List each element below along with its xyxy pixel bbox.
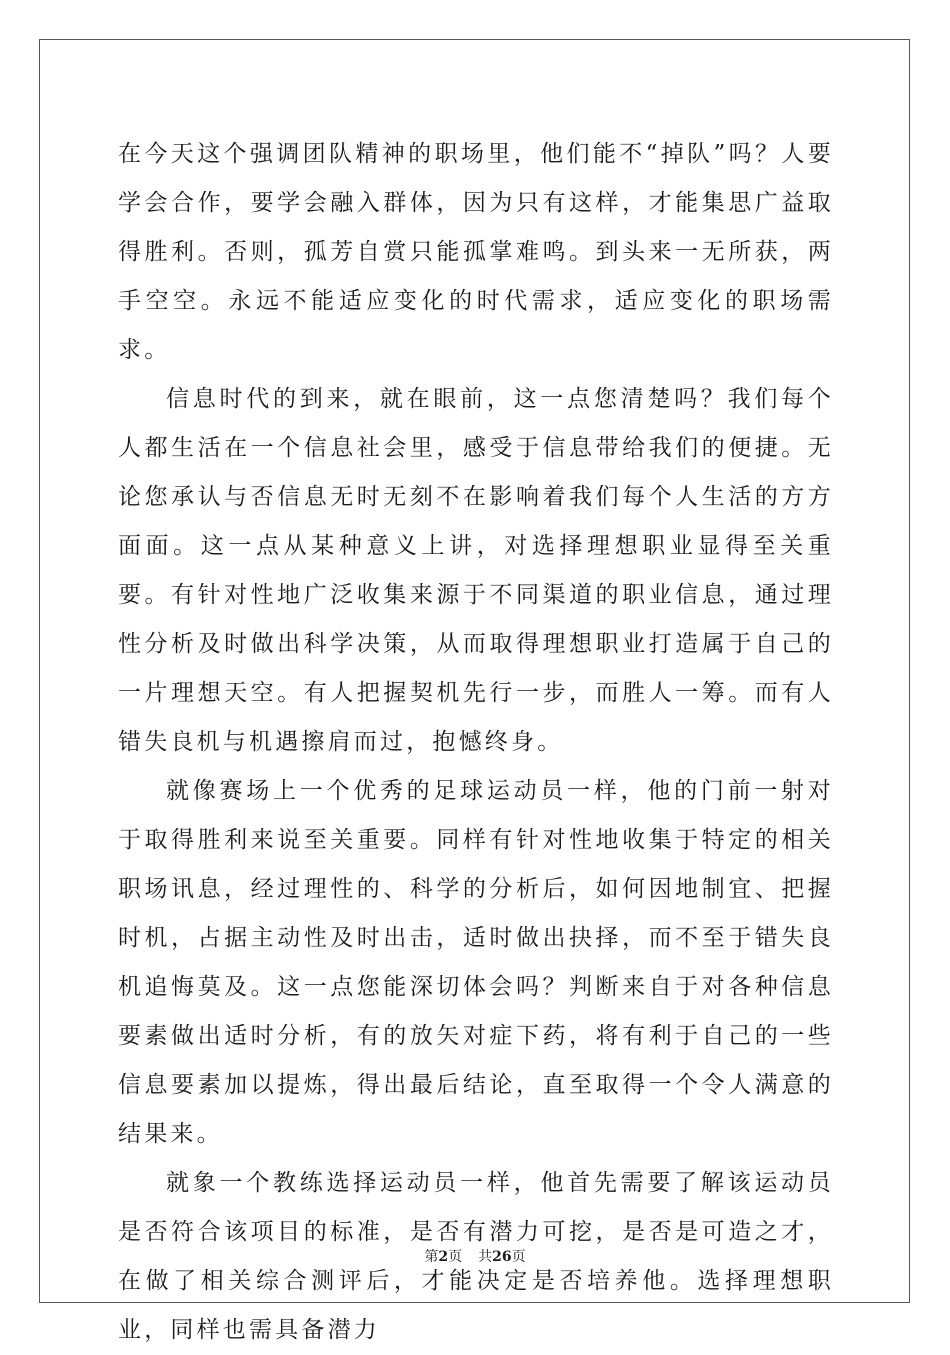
total-suffix: 页: [511, 1249, 526, 1265]
page-number: 2: [438, 1249, 449, 1265]
total-pages: 26: [492, 1249, 512, 1265]
paragraph-1: 在今天这个强调团队精神的职场里，他们能不“掉队”吗？人要学会合作，要学会融入群体，因为只有这样，才能集思广益取得胜利。否则，孤芳自赏只能孤掌难鸣。到头来一无所获，两手空空。永远不能适应变化的时代需求，适应变化的职场需求。: [118, 141, 834, 363]
page-footer: [0, 1246, 950, 1266]
paragraph-3: 就像赛场上一个优秀的足球运动员一样，他的门前一射对于取得胜利来说至关重要。同样有针对性地收集于特定的相关职场讯息，经过理性的、科学的分析后，如何因地制宜、把握时机，占据主动性及时出击，适时做出抉择，而不至于错失良机追悔莫及。这一点您能深切体会吗？判断来自于对各种信息要素做出适时分析，有的放矢对症下药，将有利于自己的一些信息要素加以提炼，得出最后结论，直至取得一个令人满意的结果来。: [118, 778, 834, 1147]
page-prefix: 第: [424, 1249, 439, 1265]
total-prefix: 共: [478, 1249, 493, 1265]
paragraph-4: 就象一个教练选择运动员一样，他首先需要了解该运动员是否符合该项目的标准，是否有潜力可挖，是否是可造之才，在做了相关综合测评后，才能决定是否培养他。选择理想职业，同样也需具备潜力: [118, 1170, 834, 1343]
page-suffix: 页: [448, 1249, 463, 1265]
paragraph-2: 信息时代的到来，就在眼前，这一点您清楚吗？我们每个人都生活在一个信息社会里，感受于信息带给我们的便捷。无论您承认与否信息无时无刻不在影响着我们每个人生活的方方面面。这一点从某种意义上讲，对选择理想职业显得至关重要。有针对性地广泛收集来源于不同渠道的职业信息，通过理性分析及时做出科学决策，从而取得理想职业打造属于自己的一片理想天空。有人把握契机先行一步，而胜人一筹。而有人错失良机与机遇擦肩而过，抱憾终身。: [118, 386, 834, 755]
document-body: [118, 130, 834, 1355]
